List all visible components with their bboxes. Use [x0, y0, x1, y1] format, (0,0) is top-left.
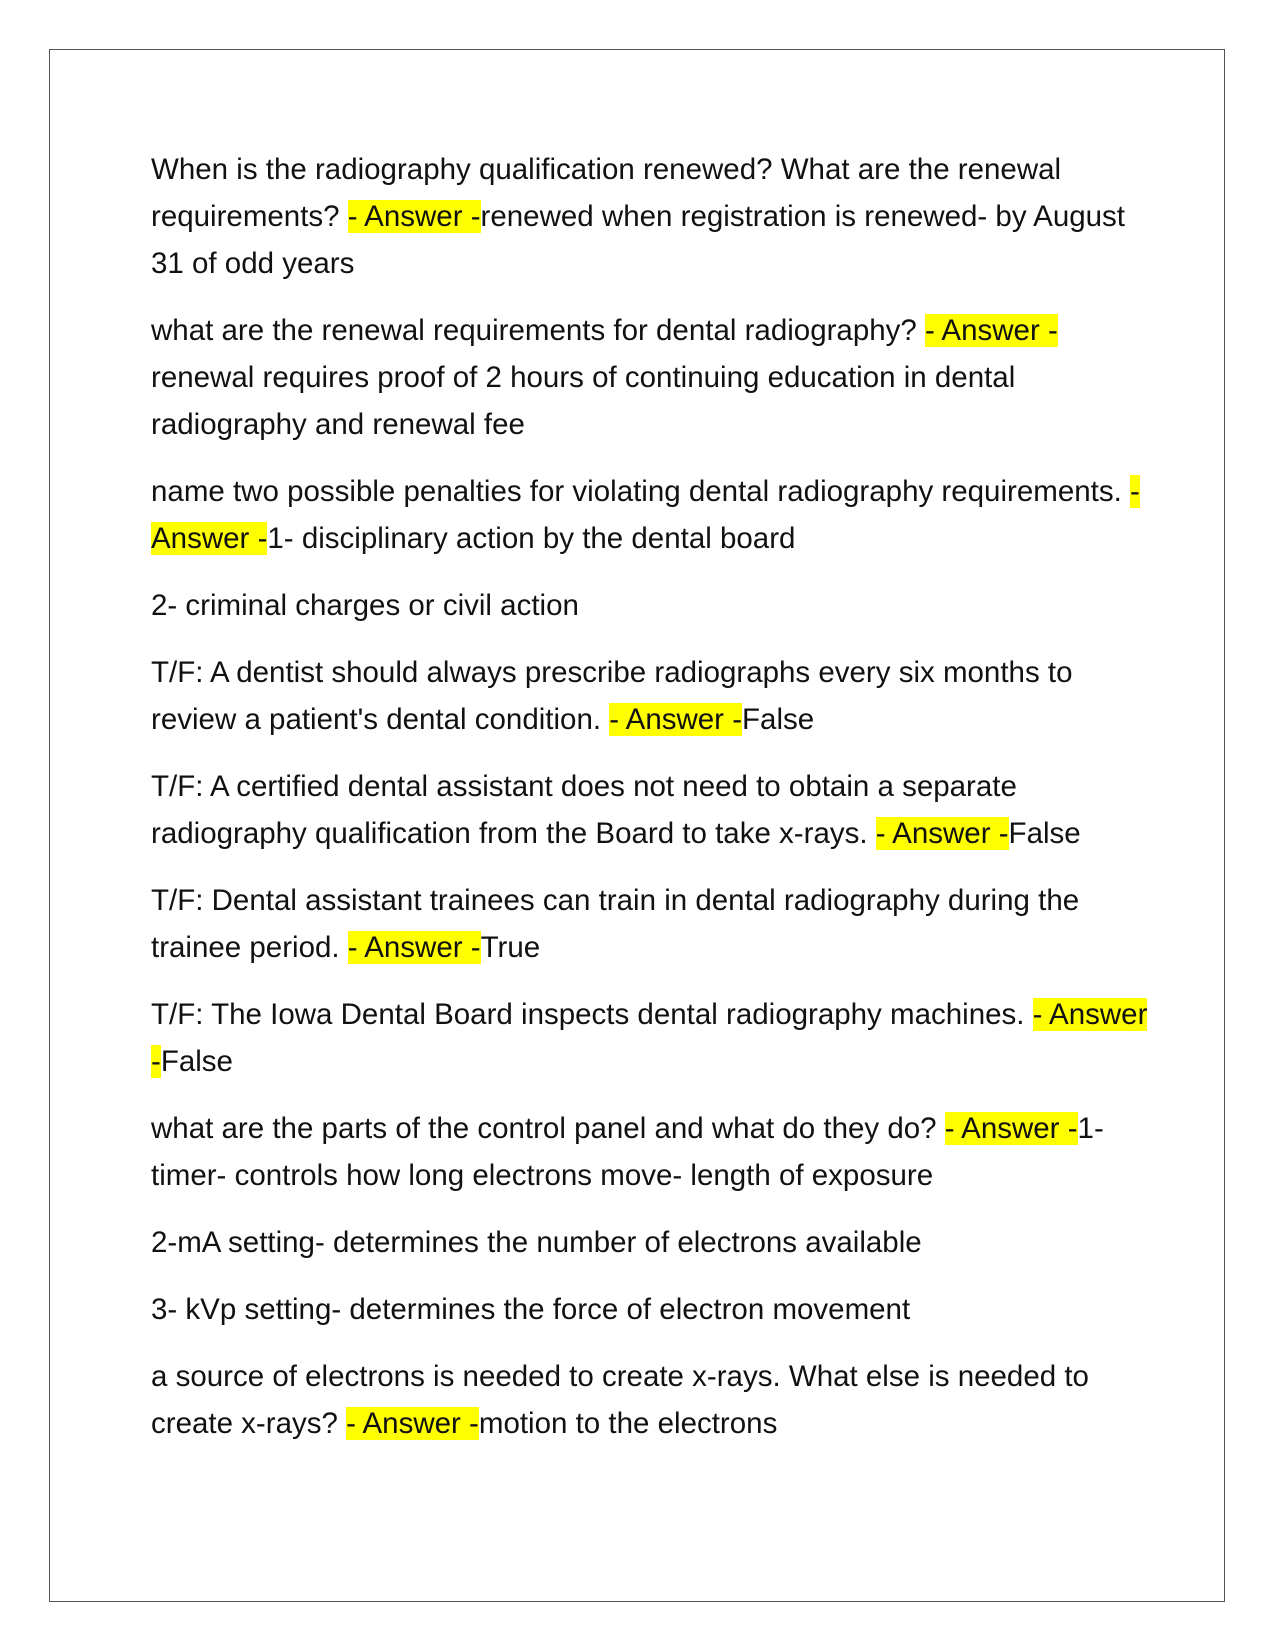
question-text: T/F: A certified dental assistant does not need to obtain a separate radiography qualification from the Board to take x-rays. — [151, 770, 1017, 850]
answer-marker: - Answer - — [925, 314, 1058, 347]
answer-text: False — [1008, 817, 1081, 850]
answer-marker: - Answer - — [347, 200, 481, 233]
answer-text: 1- timer- controls how long electrons move- length of exposure — [151, 1112, 1104, 1192]
answer-marker: - Answer - — [346, 1407, 479, 1440]
answer-text: 1- disciplinary action by the dental board — [267, 522, 796, 555]
qa-item — [151, 877, 1151, 971]
question-text: name two possible penalties for violating dental radiography requirements. — [151, 475, 1130, 508]
qa-item — [151, 1353, 1151, 1447]
qa-item — [151, 763, 1151, 857]
answer-text: False — [742, 703, 815, 736]
answer-text: renewal requires proof of 2 hours of continuing education in dental radiography and renewal fee — [151, 361, 1016, 441]
answer-text: True — [480, 931, 541, 964]
answer-marker: - Answer - — [347, 931, 481, 964]
answer-text: False — [160, 1045, 233, 1078]
answer-marker: - Answer - — [944, 1112, 1078, 1145]
question-text: T/F: A dentist should always prescribe radiographs every six months to review a patient's dental condition. — [151, 656, 1073, 736]
qa-item — [151, 146, 1151, 287]
answer-marker: - Answer - — [609, 703, 743, 736]
question-text: what are the parts of the control panel and what do they do? — [151, 1112, 945, 1145]
qa-item — [151, 468, 1151, 562]
answer-text: renewed when registration is renewed- by August 31 of odd years — [151, 200, 1125, 280]
answer-marker: - Answer - — [875, 817, 1009, 850]
question-text: what are the renewal requirements for dental radiography? — [151, 314, 926, 347]
question-text: T/F: Dental assistant trainees can train in dental radiography during the trainee period. — [151, 884, 1080, 964]
question-text: a source of electrons is needed to create x-rays. What else is needed to create x-rays? — [151, 1360, 1089, 1440]
answer-marker: - Answer - — [151, 998, 1148, 1078]
document-body — [151, 146, 1151, 1467]
continuation-line: 3- kVp setting- determines the force of electron movement — [151, 1293, 911, 1326]
question-text: T/F: The Iowa Dental Board inspects dental radiography machines. — [151, 998, 1033, 1031]
continuation-line: 2-mA setting- determines the number of electrons available — [151, 1226, 922, 1259]
qa-item — [151, 307, 1151, 448]
answer-marker: - Answer - — [151, 475, 1140, 555]
continuation-line: 2- criminal charges or civil action — [151, 589, 579, 622]
answer-text: motion to the electrons — [478, 1407, 778, 1440]
question-text: When is the radiography qualification renewed? What are the renewal requirements? — [151, 153, 1062, 233]
qa-item — [151, 991, 1151, 1085]
qa-item — [151, 649, 1151, 743]
qa-item — [151, 1105, 1151, 1199]
